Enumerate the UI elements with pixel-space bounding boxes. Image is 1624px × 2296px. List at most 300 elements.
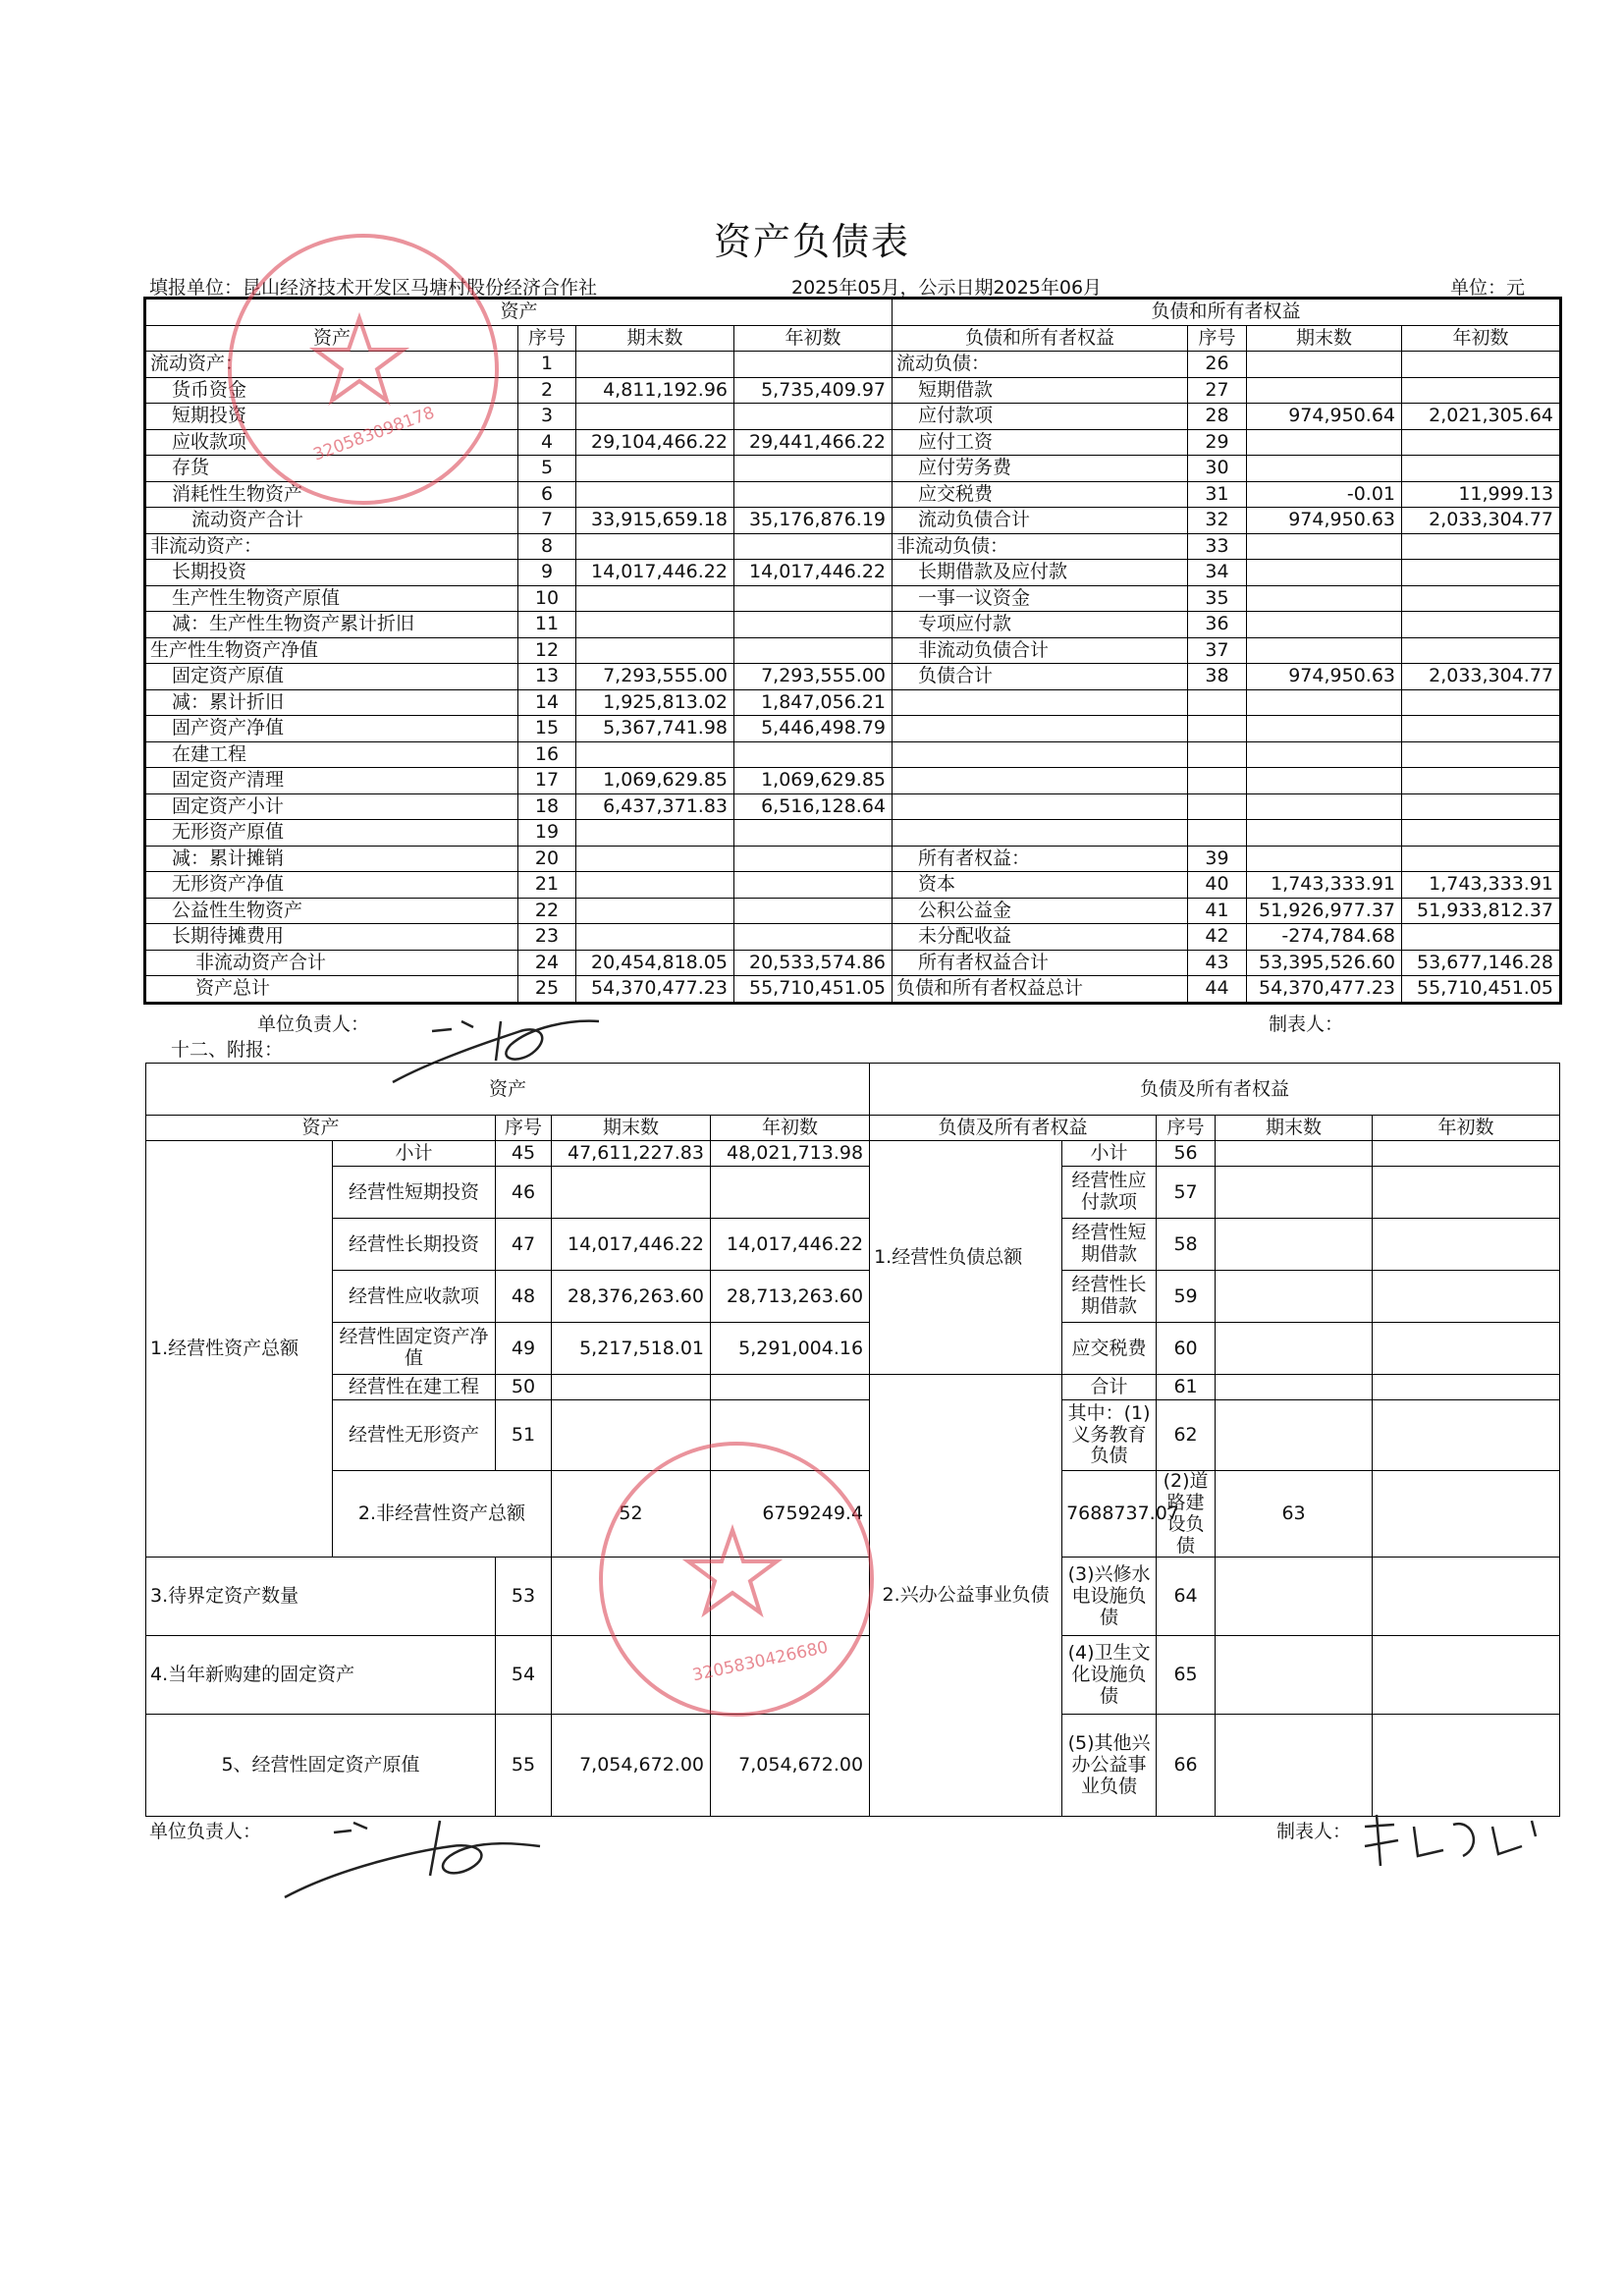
opfixed-end: 7,054,672.00: [552, 1715, 711, 1817]
op-subtotal-end: 47,611,227.83: [552, 1141, 711, 1167]
bs-asset-label: 生产性生物资产原值: [145, 585, 518, 612]
col-end: 期末数: [1247, 325, 1402, 352]
col-liab: 负债和所有者权益: [893, 325, 1188, 352]
op-liab-subtotal-label: 小计: [1062, 1141, 1157, 1167]
bs-liab-begin: [1402, 846, 1561, 872]
bs-asset-end: [576, 846, 734, 872]
op-row-end: 28,376,263.60: [552, 1271, 711, 1323]
bs-asset-end: [576, 481, 734, 508]
bs-asset-end: 29,104,466.22: [576, 429, 734, 456]
bs-liab-end: 51,926,977.37: [1247, 898, 1402, 924]
bs-asset-seq: 8: [518, 533, 576, 560]
bs-liab-end: 974,950.63: [1247, 508, 1402, 534]
op-row-label: 经营性在建工程: [333, 1375, 496, 1400]
pub-row-label: 其中：(1)义务教育负债: [1062, 1400, 1157, 1471]
bs-liab-label: [893, 716, 1188, 742]
bs-liab-label: 应付劳务费: [893, 456, 1188, 482]
pending-label: 3.待界定资产数量: [146, 1558, 496, 1636]
bs-asset-end: 6,437,371.83: [576, 793, 734, 820]
maker-label: 制表人：: [1269, 1013, 1344, 1035]
bs-liab-seq: 43: [1188, 950, 1247, 976]
ap-col-end: 期末数: [1216, 1116, 1373, 1141]
bs-liab-begin: [1402, 612, 1561, 638]
bs-asset-end: [576, 924, 734, 951]
bs-row: [145, 689, 1561, 716]
op-row-end: 14,017,446.22: [552, 1219, 711, 1271]
bs-row: [145, 508, 1561, 534]
op-row-begin: 14,017,446.22: [711, 1219, 870, 1271]
pub-liab-label: 2.兴办公益事业负债: [870, 1375, 1062, 1817]
bs-asset-seq: 3: [518, 404, 576, 430]
bs-liab-begin: [1402, 429, 1561, 456]
col-asset: 资产: [145, 325, 518, 352]
bs-asset-end: [576, 533, 734, 560]
bs-asset-end: 4,811,192.96: [576, 377, 734, 404]
op-row-end: [552, 1167, 711, 1219]
bs-liab-seq: 40: [1188, 872, 1247, 899]
bs-asset-begin: 5,735,409.97: [734, 377, 893, 404]
bs-liab-seq: 39: [1188, 846, 1247, 872]
bs-asset-label: 减：生产性生物资产累计折旧: [145, 612, 518, 638]
bs-asset-end: 5,367,741.98: [576, 716, 734, 742]
bs-liab-label: 非流动负债合计: [893, 637, 1188, 664]
op-liab-row-label: 经营性长期借款: [1062, 1271, 1157, 1323]
ap-liab-group: 负债及所有者权益: [870, 1064, 1560, 1116]
bs-liab-end: [1247, 429, 1402, 456]
pub-row-end: [1373, 1471, 1560, 1558]
bs-liab-begin: 2,021,305.64: [1402, 404, 1561, 430]
op-row-end: [552, 1375, 711, 1400]
pub-row-begin: [1373, 1558, 1560, 1636]
op-liab-subtotal-end: [1216, 1141, 1373, 1167]
opfixed-seq: 55: [496, 1715, 552, 1817]
seal-stamp-2: [599, 1442, 874, 1717]
bs-asset-begin: [734, 741, 893, 768]
pub-row-seq: 62: [1157, 1400, 1216, 1471]
ap-col-seq: 序号: [496, 1116, 552, 1141]
bs-row: [145, 716, 1561, 742]
bs-row: [145, 924, 1561, 951]
bs-asset-end: [576, 352, 734, 378]
op-row-seq: 48: [496, 1271, 552, 1323]
bs-asset-seq: 24: [518, 950, 576, 976]
bs-row: [145, 741, 1561, 768]
bs-liab-label: 应付工资: [893, 429, 1188, 456]
bs-liab-end: [1247, 637, 1402, 664]
bs-row: [145, 533, 1561, 560]
bs-liab-end: [1247, 377, 1402, 404]
bs-liab-end: [1247, 352, 1402, 378]
bs-asset-seq: 14: [518, 689, 576, 716]
bs-asset-begin: [734, 872, 893, 899]
ap-col-begin: 年初数: [711, 1116, 870, 1141]
bs-asset-end: 54,370,477.23: [576, 976, 734, 1004]
pub-total-seq: 61: [1157, 1375, 1216, 1400]
op-row-label: 经营性固定资产净值: [333, 1323, 496, 1375]
op-liab-row-seq: 60: [1157, 1323, 1216, 1375]
bs-liab-label: 应付款项: [893, 404, 1188, 430]
nonop-seq: 52: [552, 1471, 711, 1558]
bs-asset-seq: 12: [518, 637, 576, 664]
assets-group-header: 资产: [145, 299, 893, 326]
seal-stamp: [228, 234, 499, 505]
bs-liab-label: 短期借款: [893, 377, 1188, 404]
ap-col-liab: 负债及所有者权益: [870, 1116, 1157, 1141]
pub-row-end: [1216, 1558, 1373, 1636]
pending-seq: 53: [496, 1558, 552, 1636]
ap-col-end: 期末数: [552, 1116, 711, 1141]
op-row-label: 经营性短期投资: [333, 1167, 496, 1219]
op-row-seq: 46: [496, 1167, 552, 1219]
bs-liab-end: [1247, 689, 1402, 716]
bs-liab-end: [1247, 533, 1402, 560]
bs-asset-end: 1,925,813.02: [576, 689, 734, 716]
bs-asset-begin: [734, 820, 893, 847]
bs-asset-begin: 35,176,876.19: [734, 508, 893, 534]
col-end: 期末数: [576, 325, 734, 352]
bs-liab-end: -274,784.68: [1247, 924, 1402, 951]
ap-col-seq: 序号: [1157, 1116, 1216, 1141]
pub-row-seq: 65: [1157, 1636, 1216, 1715]
bs-liab-begin: [1402, 741, 1561, 768]
bs-liab-begin: [1402, 689, 1561, 716]
bs-asset-seq: 22: [518, 898, 576, 924]
bs-asset-label: 无形资产原值: [145, 820, 518, 847]
bs-liab-seq: [1188, 689, 1247, 716]
bs-asset-seq: 15: [518, 716, 576, 742]
col-begin: 年初数: [734, 325, 893, 352]
bs-asset-begin: [734, 533, 893, 560]
bs-liab-seq: 38: [1188, 664, 1247, 690]
bs-row: [145, 585, 1561, 612]
op-liab-row-begin: [1373, 1219, 1560, 1271]
ap-col-asset: 资产: [146, 1116, 496, 1141]
bs-asset-seq: 11: [518, 612, 576, 638]
bs-row: [145, 637, 1561, 664]
bs-asset-seq: 10: [518, 585, 576, 612]
bs-asset-label: 生产性生物资产净值: [145, 637, 518, 664]
opfixed-label: 5、经营性固定资产原值: [146, 1715, 496, 1817]
pub-row-seq: 66: [1157, 1715, 1216, 1817]
bs-liab-begin: [1402, 924, 1561, 951]
bs-liab-begin: 51,933,812.37: [1402, 898, 1561, 924]
bs-asset-label: 消耗性生物资产: [145, 481, 518, 508]
bs-row: [145, 898, 1561, 924]
bs-asset-label: 固定资产小计: [145, 793, 518, 820]
bs-liab-seq: 37: [1188, 637, 1247, 664]
bs-asset-begin: [734, 612, 893, 638]
bs-liab-begin: [1402, 716, 1561, 742]
bs-liab-label: 公积公益金: [893, 898, 1188, 924]
nonop-begin: 7688737.07: [1062, 1471, 1157, 1558]
seal-code: 320583098178: [310, 403, 438, 465]
op-subtotal-seq: 45: [496, 1141, 552, 1167]
bs-liab-seq: 33: [1188, 533, 1247, 560]
bs-liab-end: 53,395,526.60: [1247, 950, 1402, 976]
bs-asset-label: 在建工程: [145, 741, 518, 768]
bs-asset-seq: 21: [518, 872, 576, 899]
op-liab-row-seq: 59: [1157, 1271, 1216, 1323]
bs-asset-end: [576, 820, 734, 847]
bs-asset-begin: 20,533,574.86: [734, 950, 893, 976]
appendix-title: 十二、附报：: [171, 1039, 284, 1061]
bs-asset-label: 长期投资: [145, 560, 518, 586]
bs-liab-seq: [1188, 768, 1247, 794]
bs-asset-begin: 55,710,451.05: [734, 976, 893, 1004]
op-liab-row-label: 经营性应付款项: [1062, 1167, 1157, 1219]
bs-asset-end: 33,915,659.18: [576, 508, 734, 534]
bs-liab-label: 资本: [893, 872, 1188, 899]
bs-row: [145, 793, 1561, 820]
leader-label-2: 单位负责人：: [149, 1821, 262, 1842]
op-row-seq: 51: [496, 1400, 552, 1471]
bs-asset-begin: [734, 585, 893, 612]
bs-liab-begin: [1402, 768, 1561, 794]
bs-liab-begin: [1402, 793, 1561, 820]
bs-liab-begin: [1402, 533, 1561, 560]
bs-asset-seq: 25: [518, 976, 576, 1004]
bs-liab-label: 负债和所有者权益总计: [893, 976, 1188, 1004]
pub-row-end: [1216, 1400, 1373, 1471]
bs-liab-seq: 26: [1188, 352, 1247, 378]
bs-asset-end: [576, 456, 734, 482]
currency-unit: 单位：元: [1450, 277, 1526, 299]
seal-code: 3205830426680: [690, 1637, 831, 1686]
nonop-end: 6759249.4: [711, 1471, 870, 1558]
bs-liab-begin: [1402, 456, 1561, 482]
op-row-seq: 50: [496, 1375, 552, 1400]
op-subtotal-begin: 48,021,713.98: [711, 1141, 870, 1167]
bs-asset-label: 短期投资: [145, 404, 518, 430]
bs-liab-end: -0.01: [1247, 481, 1402, 508]
maker-signature: [1355, 1807, 1551, 1876]
bs-liab-end: [1247, 741, 1402, 768]
pub-total-end: [1216, 1375, 1373, 1400]
bs-asset-seq: 4: [518, 429, 576, 456]
bs-asset-begin: 7,293,555.00: [734, 664, 893, 690]
op-liab-row-label: 应交税费: [1062, 1323, 1157, 1375]
bs-asset-seq: 19: [518, 820, 576, 847]
reporting-unit: 填报单位：昆山经济技术开发区马塘村股份经济合作社: [149, 277, 598, 299]
bs-row: [145, 820, 1561, 847]
pub-row-label: (5)其他兴办公益事业负债: [1062, 1715, 1157, 1817]
bs-liab-label: 未分配收益: [893, 924, 1188, 951]
bs-asset-begin: [734, 481, 893, 508]
opfixed-begin: 7,054,672.00: [711, 1715, 870, 1817]
bs-liab-begin: [1402, 637, 1561, 664]
bs-asset-begin: 5,446,498.79: [734, 716, 893, 742]
bs-liab-end: [1247, 612, 1402, 638]
bs-asset-end: 20,454,818.05: [576, 950, 734, 976]
bs-asset-label: 应收款项: [145, 429, 518, 456]
bs-liab-seq: 41: [1188, 898, 1247, 924]
bs-asset-begin: [734, 637, 893, 664]
maker-label-2: 制表人：: [1276, 1821, 1352, 1842]
report-period: 2025年05月，公示日期2025年06月: [791, 277, 1103, 299]
bs-liab-begin: [1402, 820, 1561, 847]
pub-row-begin: [1373, 1715, 1560, 1817]
bs-asset-end: 14,017,446.22: [576, 560, 734, 586]
bs-asset-seq: 20: [518, 846, 576, 872]
bs-asset-seq: 7: [518, 508, 576, 534]
bs-liab-label: [893, 741, 1188, 768]
pub-row-label: (4)卫生文化设施负债: [1062, 1636, 1157, 1715]
ap-col-begin: 年初数: [1373, 1116, 1560, 1141]
bs-liab-label: 非流动负债：: [893, 533, 1188, 560]
bs-asset-label: 资产总计: [145, 976, 518, 1004]
bs-liab-label: 长期借款及应付款: [893, 560, 1188, 586]
bs-liab-begin: 1,743,333.91: [1402, 872, 1561, 899]
bs-asset-seq: 18: [518, 793, 576, 820]
bs-liab-seq: 32: [1188, 508, 1247, 534]
bs-liab-seq: 36: [1188, 612, 1247, 638]
bs-row: [145, 612, 1561, 638]
bs-liab-label: 所有者权益合计: [893, 950, 1188, 976]
pub-row-begin: [1373, 1400, 1560, 1471]
bs-liab-end: [1247, 846, 1402, 872]
bs-liab-seq: 34: [1188, 560, 1247, 586]
bs-asset-label: 减：累计折旧: [145, 689, 518, 716]
newfixed-label: 4.当年新购建的固定资产: [146, 1636, 496, 1715]
bs-asset-label: 长期待摊费用: [145, 924, 518, 951]
bs-liab-label: [893, 820, 1188, 847]
bs-asset-label: 货币资金: [145, 377, 518, 404]
bs-liab-end: 1,743,333.91: [1247, 872, 1402, 899]
bs-asset-label: 无形资产净值: [145, 872, 518, 899]
bs-asset-begin: [734, 404, 893, 430]
bs-asset-label: 流动资产：: [145, 352, 518, 378]
col-seq: 序号: [518, 325, 576, 352]
op-liab-subtotal-begin: [1373, 1141, 1560, 1167]
bs-liab-seq: 28: [1188, 404, 1247, 430]
bs-asset-label: 非流动资产合计: [145, 950, 518, 976]
bs-row: [145, 950, 1561, 976]
bs-liab-label: 所有者权益：: [893, 846, 1188, 872]
pub-total-label: 合计: [1062, 1375, 1157, 1400]
col-begin: 年初数: [1402, 325, 1561, 352]
bs-liab-label: [893, 768, 1188, 794]
bs-asset-end: [576, 872, 734, 899]
op-row-begin: 28,713,263.60: [711, 1271, 870, 1323]
bs-asset-seq: 23: [518, 924, 576, 951]
op-assets-label: 1.经营性资产总额: [146, 1141, 333, 1558]
op-row-seq: 47: [496, 1219, 552, 1271]
op-liab-subtotal-seq: 56: [1157, 1141, 1216, 1167]
pub-total-begin: [1373, 1375, 1560, 1400]
bs-liab-begin: 11,999.13: [1402, 481, 1561, 508]
bs-asset-seq: 16: [518, 741, 576, 768]
bs-liab-begin: 2,033,304.77: [1402, 664, 1561, 690]
pub-row-seq: 63: [1216, 1471, 1373, 1558]
bs-asset-end: 7,293,555.00: [576, 664, 734, 690]
bs-liab-end: [1247, 560, 1402, 586]
op-liab-row-end: [1216, 1271, 1373, 1323]
bs-liab-seq: 27: [1188, 377, 1247, 404]
bs-liab-end: 974,950.63: [1247, 664, 1402, 690]
bs-liab-label: [893, 689, 1188, 716]
liabilities-group-header: 负债和所有者权益: [893, 299, 1561, 326]
bs-asset-begin: [734, 846, 893, 872]
bs-liab-label: 负债合计: [893, 664, 1188, 690]
bs-asset-seq: 17: [518, 768, 576, 794]
leader-label: 单位负责人：: [257, 1013, 370, 1035]
bs-liab-seq: 42: [1188, 924, 1247, 951]
bs-liab-seq: 35: [1188, 585, 1247, 612]
bs-asset-label: 固定资产清理: [145, 768, 518, 794]
op-liab-label: 1.经营性负债总额: [870, 1141, 1062, 1375]
op-liab-row-begin: [1373, 1271, 1560, 1323]
op-liab-row-end: [1216, 1323, 1373, 1375]
bs-liab-seq: 31: [1188, 481, 1247, 508]
bs-row: [145, 560, 1561, 586]
ap-assets-group: 资产: [146, 1064, 870, 1116]
nonop-label: 2.非经营性资产总额: [333, 1471, 552, 1558]
bs-asset-label: 非流动资产：: [145, 533, 518, 560]
bs-asset-begin: [734, 456, 893, 482]
bs-liab-end: [1247, 768, 1402, 794]
bs-asset-end: [576, 404, 734, 430]
bs-liab-label: 应交税费: [893, 481, 1188, 508]
bs-row: [145, 976, 1561, 1004]
bs-asset-end: [576, 637, 734, 664]
op-liab-row-end: [1216, 1167, 1373, 1219]
bs-liab-label: 一事一议资金: [893, 585, 1188, 612]
bs-liab-begin: [1402, 560, 1561, 586]
op-row-label: 经营性应收款项: [333, 1271, 496, 1323]
bs-liab-begin: [1402, 377, 1561, 404]
op-row-begin: [711, 1375, 870, 1400]
bs-liab-end: 974,950.64: [1247, 404, 1402, 430]
bs-liab-end: [1247, 793, 1402, 820]
bs-liab-seq: [1188, 741, 1247, 768]
pub-row-begin: [1373, 1636, 1560, 1715]
bs-asset-begin: 1,847,056.21: [734, 689, 893, 716]
bs-asset-begin: 29,441,466.22: [734, 429, 893, 456]
bs-asset-begin: [734, 898, 893, 924]
bs-liab-end: 54,370,477.23: [1247, 976, 1402, 1004]
op-liab-row-seq: 58: [1157, 1219, 1216, 1271]
bs-liab-seq: 29: [1188, 429, 1247, 456]
bs-liab-begin: 55,710,451.05: [1402, 976, 1561, 1004]
signature-2: [275, 1807, 569, 1905]
bs-row: [145, 846, 1561, 872]
op-row-end: 5,217,518.01: [552, 1323, 711, 1375]
bs-liab-seq: 44: [1188, 976, 1247, 1004]
bs-asset-begin: [734, 924, 893, 951]
op-row-label: 经营性无形资产: [333, 1400, 496, 1471]
bs-liab-label: 专项应付款: [893, 612, 1188, 638]
op-liab-row-begin: [1373, 1167, 1560, 1219]
bs-asset-label: 固定资产原值: [145, 664, 518, 690]
bs-liab-label: 流动负债合计: [893, 508, 1188, 534]
bs-asset-label: 减：累计摊销: [145, 846, 518, 872]
bs-liab-end: [1247, 820, 1402, 847]
bs-asset-end: [576, 585, 734, 612]
bs-asset-label: 公益性生物资产: [145, 898, 518, 924]
bs-asset-seq: 2: [518, 377, 576, 404]
bs-liab-label: [893, 793, 1188, 820]
bs-liab-begin: [1402, 585, 1561, 612]
bs-asset-begin: 14,017,446.22: [734, 560, 893, 586]
op-liab-row-label: 经营性短期借款: [1062, 1219, 1157, 1271]
bs-liab-label: 流动负债：: [893, 352, 1188, 378]
bs-asset-label: 固产资产净值: [145, 716, 518, 742]
op-liab-row-seq: 57: [1157, 1167, 1216, 1219]
bs-asset-seq: 9: [518, 560, 576, 586]
op-row-begin: [711, 1167, 870, 1219]
bs-liab-seq: [1188, 820, 1247, 847]
bs-liab-begin: 53,677,146.28: [1402, 950, 1561, 976]
